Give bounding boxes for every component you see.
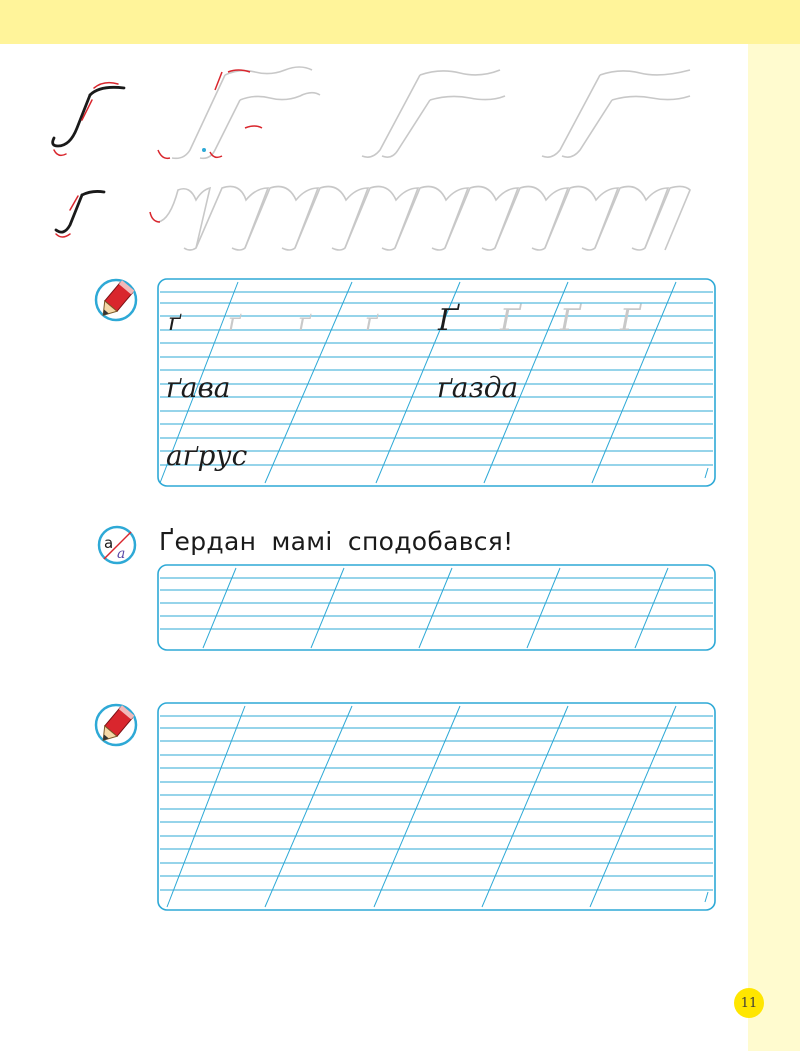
svg-text:ґ: ґ <box>228 308 241 336</box>
row1-left-sample: ґ <box>168 308 181 336</box>
row3-word1: аґрус <box>166 439 248 472</box>
row2-word2: ґазда <box>437 371 519 404</box>
task-sentence: Ґердан мамі сподобався! <box>159 527 514 556</box>
svg-text:Ґ: Ґ <box>560 303 581 338</box>
ruled-box-3 <box>158 703 715 910</box>
svg-text:Ґ: Ґ <box>620 303 641 338</box>
page-number-badge: 11 <box>734 988 764 1018</box>
pencil-icon <box>96 705 136 745</box>
row1-right-sample: Ґ <box>438 303 459 338</box>
svg-text:а: а <box>104 534 114 552</box>
svg-text:ґ: ґ <box>298 308 311 336</box>
svg-text:ґ: ґ <box>365 308 378 336</box>
svg-text:Ґ: Ґ <box>500 303 521 338</box>
row2-word1: ґава <box>166 371 231 404</box>
svg-text:а: а <box>117 546 126 562</box>
